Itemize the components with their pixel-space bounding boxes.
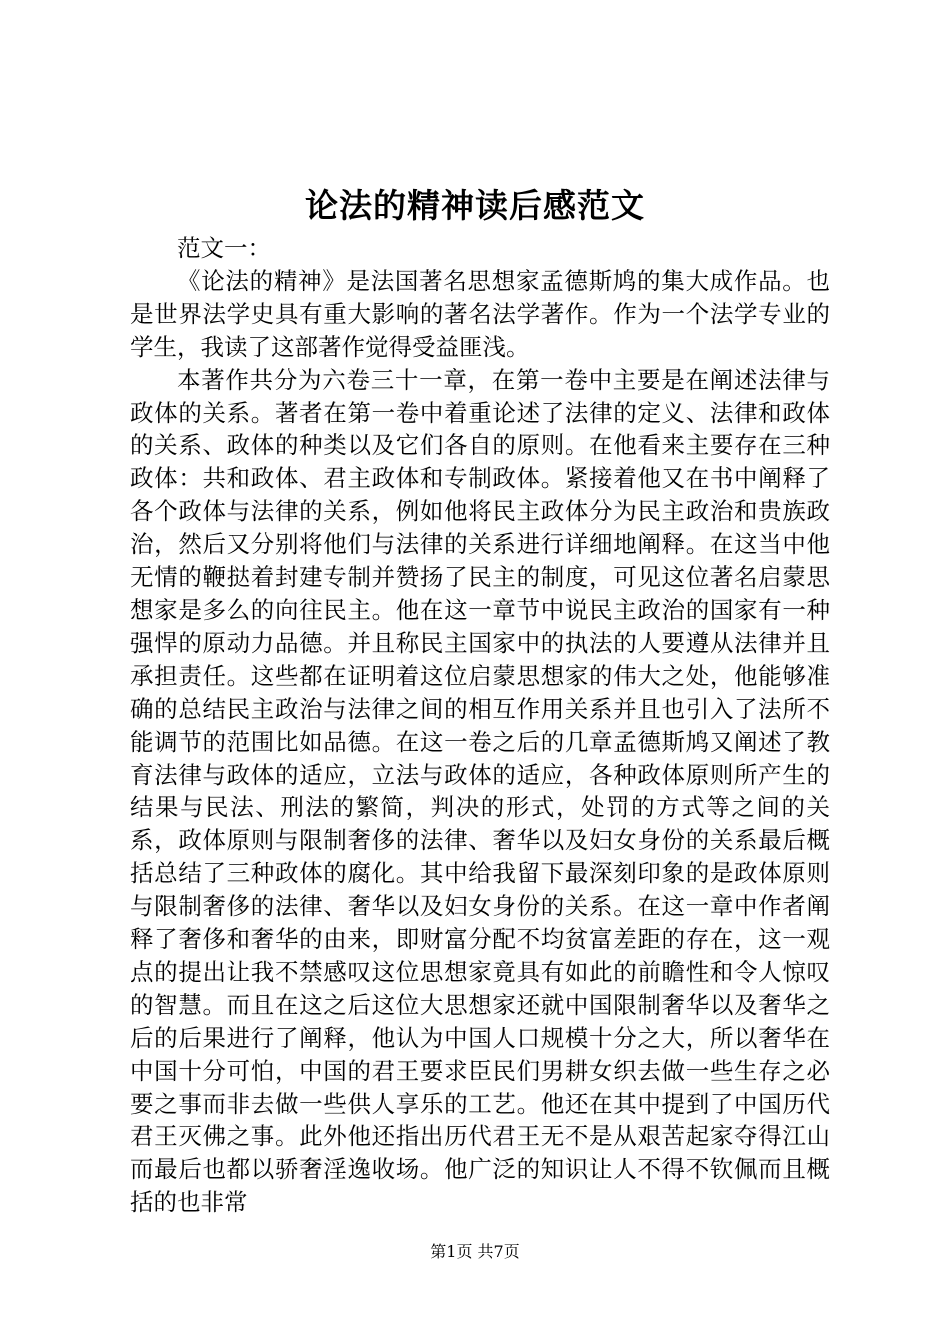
document-title: 论法的精神读后感范文 [305, 186, 645, 225]
document-body [130, 232, 830, 1219]
body-paragraph: 《论法的精神》是法国著名思想家孟德斯鸠的集大成作品。也是世界法学史具有重大影响的著名法学著作。作为一个法学专业的学生，我读了这部著作觉得受益匪浅。 [130, 266, 830, 361]
page-footer: 第1页 共7页 [430, 1242, 520, 1261]
section-heading: 范文一： [177, 234, 271, 262]
body-paragraph: 本著作共分为六卷三十一章，在第一卷中主要是在阐述法律与政体的关系。著者在第一卷中着重论述了法律的定义、法律和政体的关系、政体的种类以及它们各自的原则。在他看来主要存在三种政体：共和政体、君主政体和专制政体。紧接着他又在书中阐释了各个政体与法律的关系，例如他将民主政体分为民主政治和贵族政治，然后又分别将他们与法律的关系进行详细地阐释。在这当中他无情的鞭挞着封建专制并赞扬了民主的制度，可见这位著名启蒙思想家是多么的向往民主。他在这一章节中说民主政治的国家有一种强悍的原动力品德。并且称民主国家中的执法的人要遵从法律并且承担责任。这些都在证明着这位启蒙思想家的伟大之处，他能够准确的总结民主政治与法律之间的相互作用关系并且也引入了法所不能调节的范围比如品德。在这一卷之后的几章孟德斯鸠又阐述了教育法律与政体的适应，立法与政体的适应，各种政体原则所产生的结果与民法、刑法的繁简，判决的形式，处罚的方式等之间的关系，政体原则与限制奢侈的法律、奢华以及妇女身份的关系最后概括总结了三种政体的腐化。其中给我留下最深刻印象的是政体原则与限制奢侈的法律、奢华以及妇女身份的关系。在这一章中作者阐释了奢侈和奢华的由来，即财富分配不均贫富差距的存在，这一观点的提出让我不禁感叹这位思想家竟具有如此的前瞻性和令人惊叹的智慧。而且在这之后这位大思想家还就中国限制奢华以及奢华之后的后果进行了阐释，他认为中国人口规模十分之大，所以奢华在中国十分可怕，中国的君王要求臣民们男耕女织去做一些生存之必要之事而非去做一些供人享乐的工艺。他还在其中提到了中国历代君王灭佛之事。此外他还指出历代君王无不是从艰苦起家夺得江山而最后也都以骄奢淫逸收场。他广泛的知识让人不得不钦佩而且概括的也非常 [130, 365, 830, 1217]
